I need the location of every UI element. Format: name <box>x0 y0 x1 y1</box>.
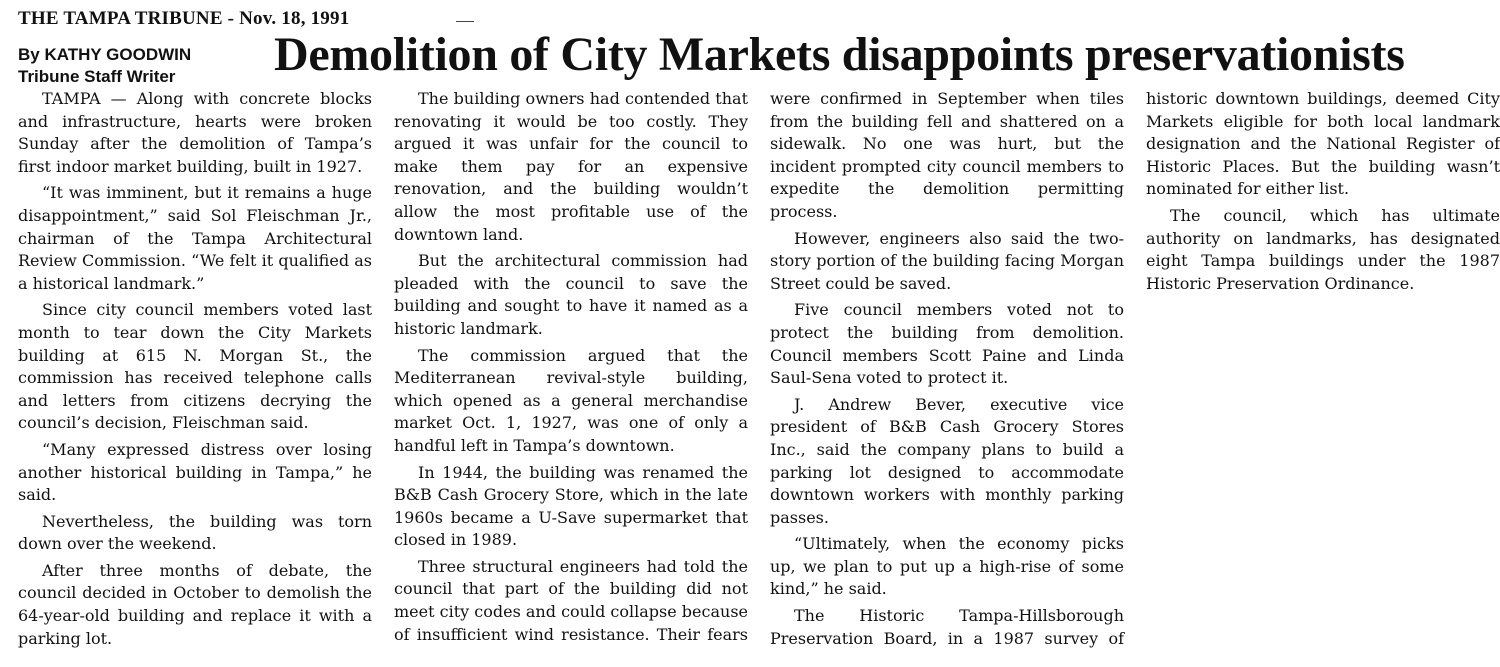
paragraph: After three months of debate, the council decided in October to demolish the 64-year-old building and replace it with a parking lot. <box>18 560 372 648</box>
paragraph: The commission argued that the Mediterranean revival-style building, which opened as a general merchandise market Oct. 1, 1927, was one of only a handful left in Tampa’s downtown. <box>394 345 748 455</box>
paragraph: J. Andrew Bever, executive vice president of B&B Cash Grocery Stores Inc., said the company plans to build a parking lot designed to accommodate downtown workers with monthly parking passes. <box>770 394 1124 527</box>
byline-author: By KATHY GOODWIN <box>18 45 192 64</box>
paragraph: Five council members voted not to protect the building from demolition. Council members Scott Paine and Linda Saul-Sena voted to protect it. <box>770 300 1124 388</box>
paragraph: “Many expressed distress over losing another historical building in Tampa,” he said. <box>18 439 372 505</box>
paragraph: The council, which has ultimate authority on landmarks, has designated eight Tampa buildings under the 1987 Historic Preservation Ordinance. <box>1146 205 1500 293</box>
paragraph: “Ultimately, when the economy picks up, we plan to put up a high-rise of some kind,” he said. <box>770 534 1124 599</box>
masthead-rule <box>456 21 474 22</box>
paragraph: “It was imminent, but it remains a huge disappointment,” said Sol Fleischman Jr., chairman of the Tampa Architectural Review Commission. “We felt it qualified as a historical landmark.” <box>18 183 372 293</box>
byline-title: Tribune Staff Writer <box>18 67 176 86</box>
paragraph: However, engineers also said the two-story portion of the building facing Morgan Street could be saved. <box>770 228 1124 293</box>
article-body <box>18 88 1500 667</box>
paragraph: Nevertheless, the building was torn down over the weekend. <box>18 511 372 554</box>
paragraph: Three structural engineers had told the council that part of the building did not meet city codes and could collapse because of insufficient wind resistance. Their fears were confirmed in September when tiles from the building fell and shattered on a sidewalk. No one was hurt, but the incident prompted city council members to expedite the demolition permitting process. <box>394 89 1124 644</box>
paragraph: Since city council members voted last month to tear down the City Markets building at 615 N. Morgan St., the commission has received telephone calls and letters from citizens decrying the council’s decision, Fleischman said. <box>18 300 372 433</box>
paragraph: But the architectural commission had pleaded with the council to save the building and sought to have it named as a historic landmark. <box>394 251 748 338</box>
paragraph: In 1944, the building was renamed the B&B Cash Grocery Store, which in the late 1960s became a U-Save supermarket that closed in 1989. <box>394 462 748 550</box>
paragraph: The building owners had contended that renovating it would be too costly. They argued it was unfair for the council to make them pay for an expensive renovation, and the building wouldn’t allow the most profitable use of the downtown land. <box>394 89 748 244</box>
paragraph: The Historic Tampa-Hillsborough Preservation Board, in a 1987 survey of historic downtown buildings, deemed City Markets eligible for both local landmark designation and the National Register of Historic Places. But the building wasn’t nominated for either list. <box>770 89 1500 648</box>
paragraph: TAMPA — Along with concrete blocks and infrastructure, hearts were broken Sunday after the demolition of Tampa’s first indoor market building, built in 1927. <box>18 89 372 176</box>
headline: Demolition of City Markets disappoints preservationists <box>274 28 1405 81</box>
masthead-dateline: THE TAMPA TRIBUNE - Nov. 18, 1991 <box>18 8 350 29</box>
byline <box>18 44 191 88</box>
